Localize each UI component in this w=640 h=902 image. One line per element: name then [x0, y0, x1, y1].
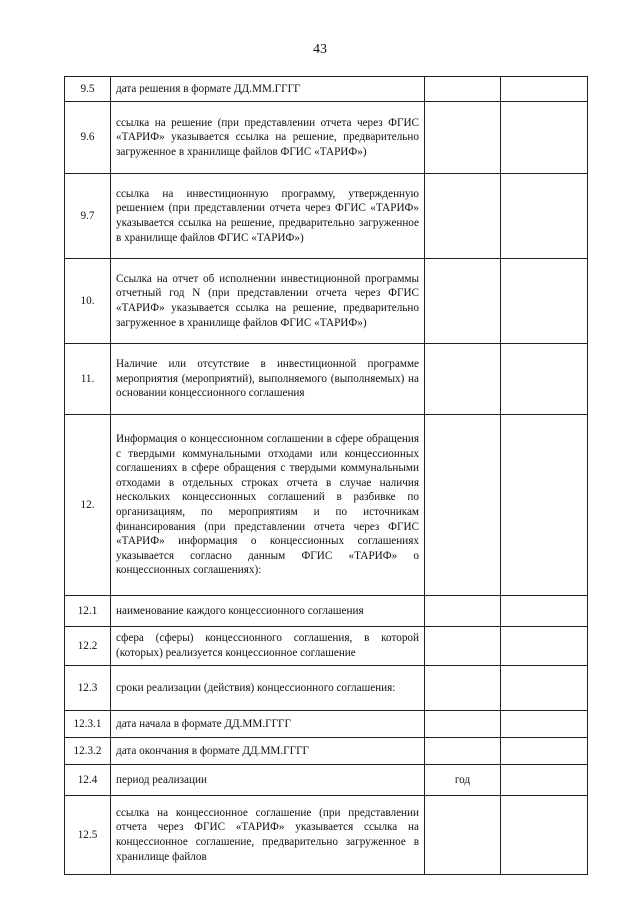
table-row [65, 102, 588, 174]
table-row [65, 344, 588, 415]
row-value [501, 344, 588, 415]
row-value [501, 765, 588, 796]
row-number: 9.7 [65, 174, 111, 259]
row-unit: год [425, 765, 501, 796]
row-value [501, 796, 588, 875]
row-unit [425, 415, 501, 596]
row-description: Информация о концессионном соглашении в сфере обращения с твердыми коммунальными отходами или концессионных соглашениях в сфере обращения с твердыми коммунальными отходами в отдельных строках отчета в случае наличия нескольких концессионных соглашений в разбивке по организациям, по мероприятиям и по источникам финансирования (при представлении отчета через ФГИС «ТАРИФ» информация о концессионных соглашениях указывается согласно данным ФГИС «ТАРИФ» о концессионных соглашениях): [111, 415, 425, 596]
row-unit [425, 77, 501, 102]
row-description: ссылка на концессионное соглашение (при представлении отчета через ФГИС «ТАРИФ» указывается ссылка на концессионное соглашение, предварительно загруженное в хранилище файлов [111, 796, 425, 875]
row-value [501, 77, 588, 102]
table-row [65, 259, 588, 344]
row-unit [425, 711, 501, 738]
row-value [501, 738, 588, 765]
row-number: 12.3.2 [65, 738, 111, 765]
table-row [65, 174, 588, 259]
row-unit [425, 102, 501, 174]
row-value [501, 259, 588, 344]
row-unit [425, 627, 501, 666]
row-unit [425, 174, 501, 259]
row-unit [425, 596, 501, 627]
table-row [65, 796, 588, 875]
row-description: сроки реализации (действия) концессионного соглашения: [111, 666, 425, 711]
table-row [65, 765, 588, 796]
row-number: 10. [65, 259, 111, 344]
row-number: 12.4 [65, 765, 111, 796]
page-number: 43 [313, 42, 327, 57]
row-unit [425, 796, 501, 875]
row-unit [425, 344, 501, 415]
row-value [501, 596, 588, 627]
row-description: ссылка на инвестиционную программу, утвержденную решением (при представлении отчета через ФГИС «ТАРИФ» указывается ссылка на решение, предварительно загруженное в хранилище файлов ФГИС «ТАРИФ») [111, 174, 425, 259]
row-number: 12.1 [65, 596, 111, 627]
table-row [65, 738, 588, 765]
table-row [65, 77, 588, 102]
row-unit [425, 738, 501, 765]
row-description: ссылка на решение (при представлении отчета через ФГИС «ТАРИФ» указывается ссылка на решение, предварительно загруженное в хранилище файлов ФГИС «ТАРИФ») [111, 102, 425, 174]
row-description: дата начала в формате ДД.ММ.ГГГГ [111, 711, 425, 738]
row-value [501, 102, 588, 174]
row-number: 12.5 [65, 796, 111, 875]
row-value [501, 666, 588, 711]
row-number: 12.3 [65, 666, 111, 711]
row-number: 9.6 [65, 102, 111, 174]
table-row [65, 666, 588, 711]
row-unit [425, 666, 501, 711]
row-value [501, 711, 588, 738]
row-value [501, 174, 588, 259]
row-description: сфера (сферы) концессионного соглашения, в которой (которых) реализуется концессионное соглашение [111, 627, 425, 666]
row-description: дата решения в формате ДД.ММ.ГГГГ [111, 77, 425, 102]
row-number: 9.5 [65, 77, 111, 102]
row-number: 12. [65, 415, 111, 596]
row-description: дата окончания в формате ДД.ММ.ГГГГ [111, 738, 425, 765]
row-description: наименование каждого концессионного соглашения [111, 596, 425, 627]
table-row [65, 711, 588, 738]
row-description: Ссылка на отчет об исполнении инвестиционной программы отчетный год N (при представлении отчета через ФГИС «ТАРИФ» указывается ссылка на решение, предварительно загруженное в хранилище файлов ФГИС «ТАРИФ») [111, 259, 425, 344]
row-description: период реализации [111, 765, 425, 796]
row-unit [425, 259, 501, 344]
table-row [65, 415, 588, 596]
row-number: 12.2 [65, 627, 111, 666]
row-number: 12.3.1 [65, 711, 111, 738]
report-table [64, 76, 588, 875]
row-value [501, 415, 588, 596]
table-row [65, 596, 588, 627]
row-number: 11. [65, 344, 111, 415]
table-row [65, 627, 588, 666]
row-description: Наличие или отсутствие в инвестиционной программе мероприятия (мероприятий), выполняемого (выполняемых) на основании концессионного соглашения [111, 344, 425, 415]
row-value [501, 627, 588, 666]
